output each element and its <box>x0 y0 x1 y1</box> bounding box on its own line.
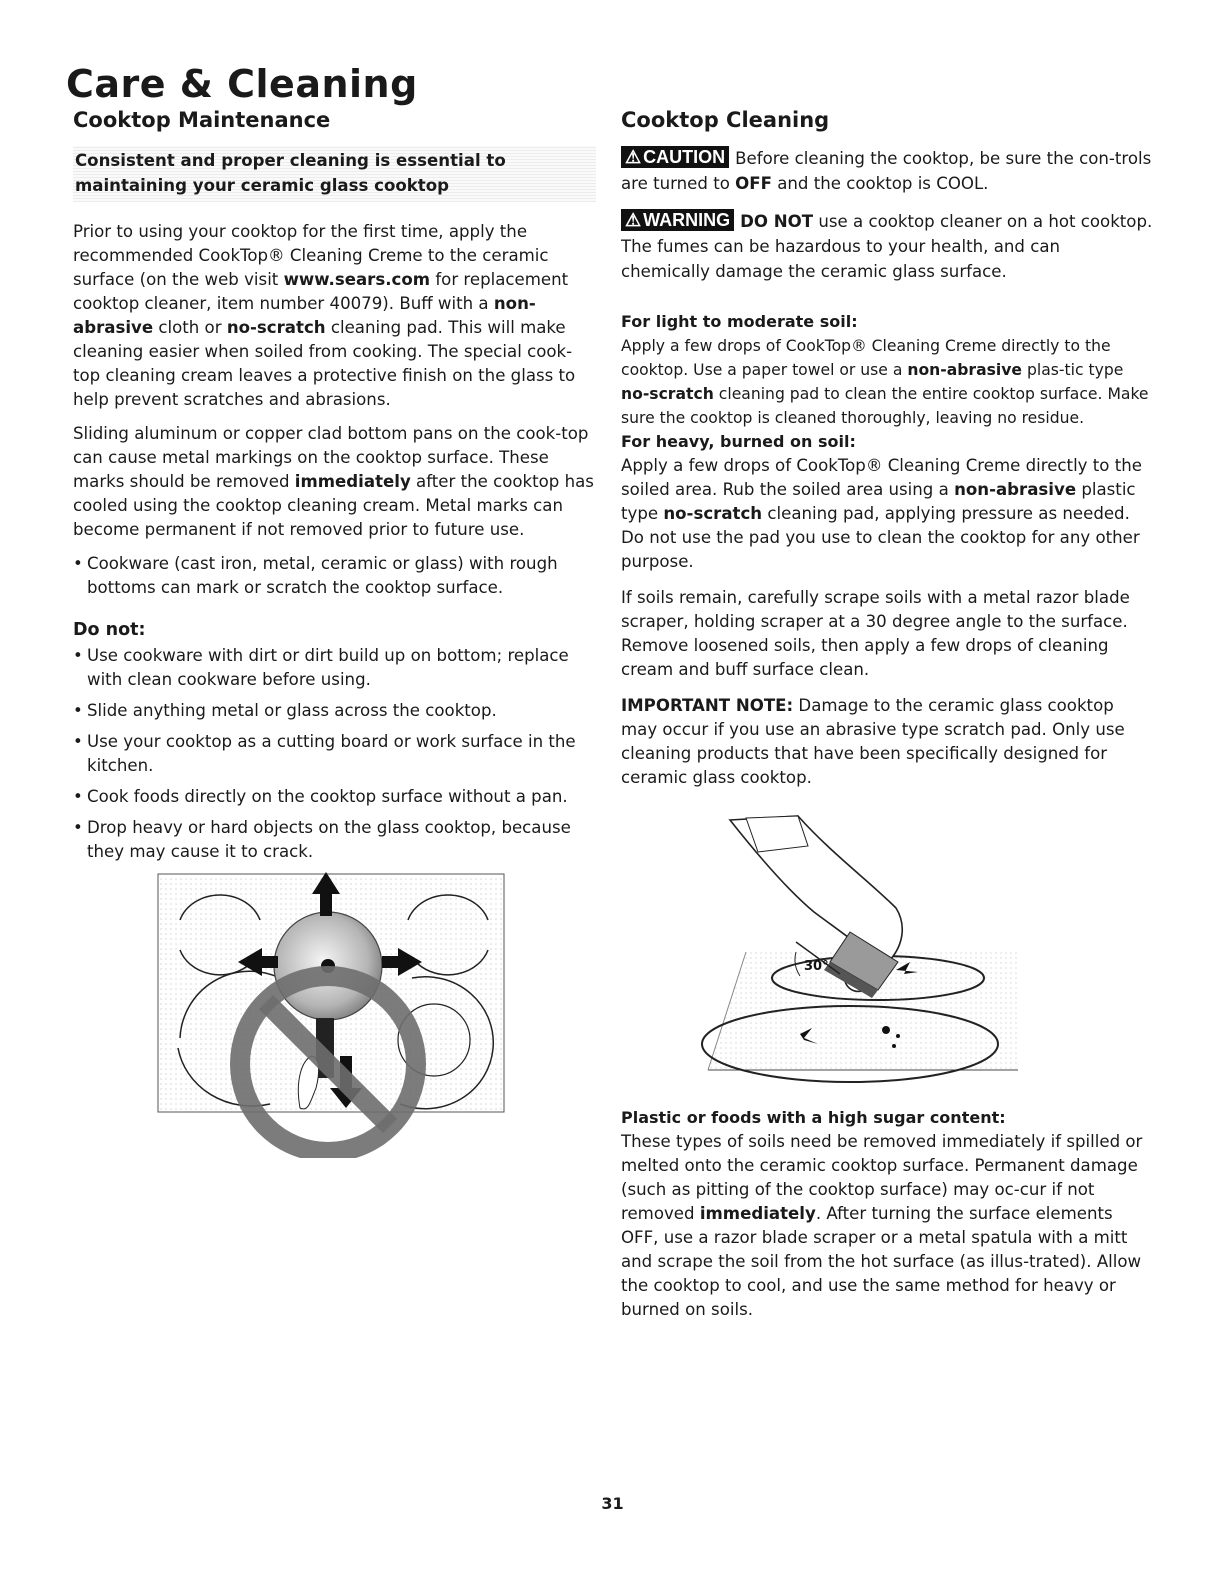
caution-paragraph: ⚠ CAUTION Before cleaning the cooktop, be sure the con-trols are turned to OFF and the cooktop is COOL. <box>621 147 1152 193</box>
list-item: • Cook foods directly on the cooktop surface without a pan. <box>73 785 596 809</box>
maintenance-paragraph-2: Sliding aluminum or copper clad bottom pans on the cook-top can cause metal markings on the cooktop surface. These marks should be removed immediately after the cooktop has cooled using the cooktop cleaning cream. Metal marks can become permanent if not removed prior to future use. <box>73 424 594 539</box>
no-sliding-pan-illustration <box>150 868 510 1158</box>
plastic-soil-paragraph: These types of soils need be removed immediately if spilled or melted onto the ceramic cooktop surface. Permanent damage (such as pitting of the cooktop surface) may oc-cur if not removed immediately. After turning the surface elements OFF, use a razor blade scraper or a metal spatula with a mitt and scrape the soil from the hot surface (as illus-trated). Allow the cooktop to cool, and use the same method for heavy or burned on soils. <box>621 1132 1143 1319</box>
list-item: • Cookware (cast iron, metal, ceramic or glass) with rough bottoms can mark or scratch the cooktop surface. <box>73 552 596 600</box>
list-item: • Use your cooktop as a cutting board or work surface in the kitchen. <box>73 730 596 778</box>
do-not-list <box>73 644 596 864</box>
cookware-note-list <box>73 552 596 600</box>
warning-triangle-icon: ⚠ <box>625 210 642 230</box>
heavy-soil-paragraph: Apply a few drops of CookTop® Cleaning Creme directly to the soiled area. Rub the soiled area using a non-abrasive plastic type no-scratch cleaning pad, applying pressure as needed. Do not use the pad you use to clean the cooktop for any other purpose. <box>621 456 1142 571</box>
right-column <box>621 108 1153 800</box>
important-note-paragraph: IMPORTANT NOTE: Damage to the ceramic glass cooktop may occur if you use an abrasive type scratch pad. Only use cleaning products that have been specifically designed for ceramic glass cooktop. <box>621 696 1125 787</box>
plastic-soil-section <box>621 1106 1154 1332</box>
light-soil-heading: For light to moderate soil: <box>621 312 858 331</box>
maintenance-paragraph-1: Prior to using your cooktop for the first time, apply the recommended CookTop® Cleaning Creme to the ceramic surface (on the web visit www.sears.com for replacement cooktop cleaner, item number 40079). Buff with a non-abrasive cloth or no-scratch cleaning pad. This will make cleaning easier when soiled from cooking. The special cook-top cleaning cream leaves a protective finish on the glass to help prevent scratches and abrasions. <box>73 222 576 409</box>
do-not-heading: Do not: <box>73 620 146 640</box>
scraper-illustration <box>700 812 1030 1102</box>
left-column <box>73 108 596 872</box>
maintenance-heading: Cooktop Maintenance <box>73 108 331 132</box>
heavy-soil-heading: For heavy, burned on soil: <box>621 432 856 451</box>
maintenance-callout: Consistent and proper cleaning is essential to maintaining your ceramic glass cooktop <box>73 146 596 202</box>
warning-badge: ⚠ WARNING <box>621 209 734 231</box>
list-item: • Drop heavy or hard objects on the glass cooktop, because they may cause it to crack. <box>73 816 596 864</box>
light-soil-paragraph: Apply a few drops of CookTop® Cleaning Creme directly to the cooktop. Use a paper towel or use a non-abrasive plas-tic type no-scratch cleaning pad to clean the entire cooktop surface. Make sure the cooktop is cleaned thoroughly, leaving no residue. <box>621 337 1149 427</box>
caution-badge: ⚠ CAUTION <box>621 146 729 168</box>
cleaning-heading: Cooktop Cleaning <box>621 108 830 132</box>
angle-label: 30° <box>804 959 829 974</box>
soils-remain-paragraph: If soils remain, carefully scrape soils with a metal razor blade scraper, holding scraper at a 30 degree angle to the surface. Remove loosened soils, then apply a few drops of cleaning cream and buff surface clean. <box>621 588 1130 679</box>
warning-triangle-icon: ⚠ <box>625 147 642 167</box>
page-title: Care & Cleaning <box>66 62 418 106</box>
plastic-soil-heading: Plastic or foods with a high sugar content: <box>621 1108 1006 1127</box>
list-item: • Use cookware with dirt or dirt build up on bottom; replace with clean cookware before using. <box>73 644 596 692</box>
page-number: 31 <box>601 1494 624 1513</box>
warning-paragraph: ⚠ WARNING DO NOT use a cooktop cleaner on a hot cooktop. The fumes can be hazardous to your health, and can chemically damage the ceramic glass surface. <box>621 210 1153 281</box>
list-item: • Slide anything metal or glass across the cooktop. <box>73 699 596 723</box>
